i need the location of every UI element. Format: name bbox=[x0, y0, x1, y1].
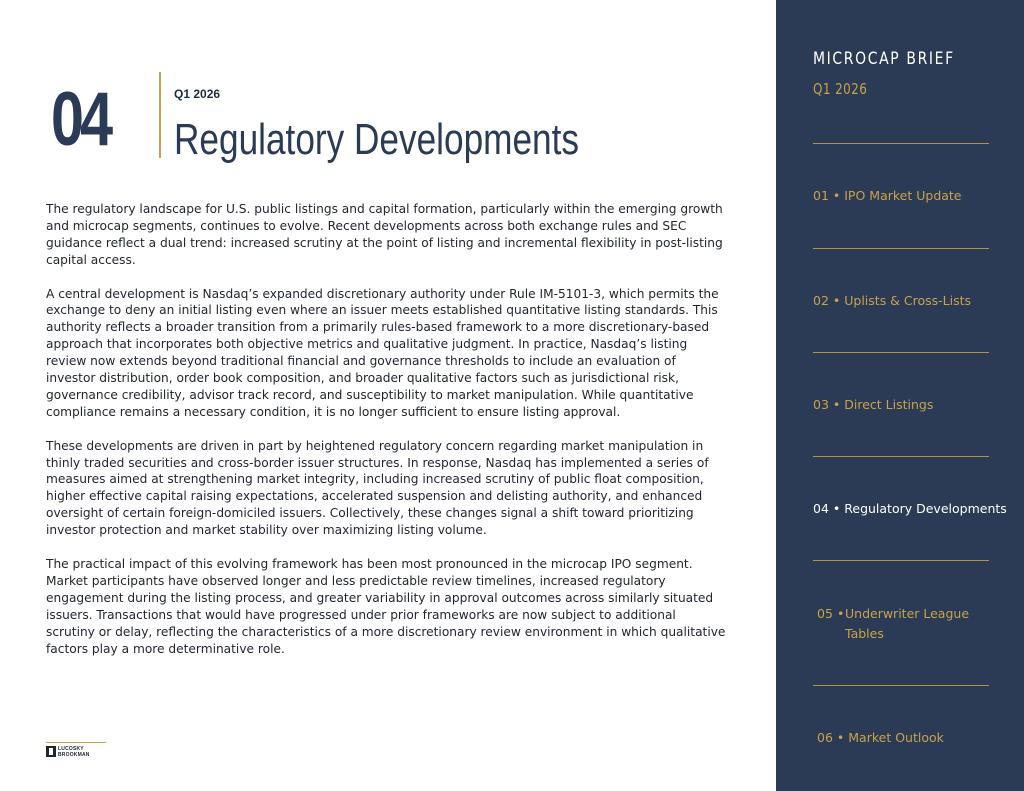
nav-number: 03 bbox=[813, 397, 829, 412]
divider bbox=[813, 456, 989, 457]
nav-number: 04 bbox=[813, 501, 829, 516]
section-number: 04 bbox=[51, 77, 110, 162]
nav-separator: • bbox=[836, 730, 845, 745]
nav-label: Underwriter League Tables bbox=[845, 606, 970, 641]
divider bbox=[813, 685, 989, 686]
logo-line-2: BROOKMAN bbox=[58, 752, 90, 758]
sidebar bbox=[776, 0, 1024, 791]
nav-number: 02 bbox=[813, 293, 829, 308]
quarter-label: Q1 2026 bbox=[174, 87, 221, 101]
paragraph-3: These developments are driven in part by heightened regulatory concern regarding market manipulation in thinly traded securities and cross-border issuer structures. In response, Nasdaq has implemented a series of measures aimed at strengthening market integrity, including increased scrutiny of public float composition, higher effective capital raising expectations, accelerated suspension and delisting authority, and enhanced oversight of certain foreign-domiciled issuers. Collectively, these changes signal a shift toward prioritizing investor protection and market stability over maximizing listing volume. bbox=[46, 438, 709, 538]
divider bbox=[813, 352, 989, 353]
company-logo bbox=[46, 742, 108, 760]
logo-mark-icon bbox=[46, 746, 56, 757]
nav-number: 05 bbox=[817, 606, 833, 621]
nav-item-regulatory-developments[interactable] bbox=[813, 499, 1013, 519]
divider bbox=[813, 248, 989, 249]
divider bbox=[813, 143, 989, 144]
divider bbox=[813, 560, 989, 561]
nav-item-uplists-cross-lists[interactable] bbox=[813, 291, 1013, 311]
nav-separator: • bbox=[832, 293, 841, 308]
nav-label: IPO Market Update bbox=[844, 188, 962, 203]
page-title: Regulatory Developments bbox=[174, 115, 580, 164]
nav-label: Regulatory Developments bbox=[844, 501, 1007, 516]
paragraph-1: The regulatory landscape for U.S. public listings and capital formation, particularly within the emerging growth and microcap segments, continues to evolve. Recent developments across both exchange rules and SEC guidance reflect a dual trend: increased scrutiny at the point of listing and incremental flexibility in post-listing capital access. bbox=[46, 202, 723, 267]
nav-separator: • bbox=[832, 397, 841, 412]
brand-title: MICROCAP BRIEF bbox=[813, 49, 955, 69]
nav-item-underwriter-league-tables[interactable] bbox=[817, 604, 1017, 644]
nav-separator: • bbox=[832, 501, 841, 516]
nav-separator: • bbox=[837, 606, 845, 621]
paragraph-4: The practical impact of this evolving framework has been most pronounced in the microcap IPO segment. Market participants have observed longer and less predictable review timelines, increased regulatory engagement during the listing process, and greater variability in approval outcomes across similarly situated issuers. Transactions that would have progressed under prior frameworks are now subject to additional scrutiny or delay, reflecting the characteristics of a more discretionary review environment in which qualitative factors play a more determinative role. bbox=[46, 556, 726, 656]
nav-label: Market Outlook bbox=[848, 730, 944, 745]
article-body bbox=[46, 201, 726, 674]
nav-item-direct-listings[interactable] bbox=[813, 395, 1013, 415]
nav-item-market-outlook[interactable] bbox=[817, 728, 1017, 748]
nav-item-ipo-market-update[interactable] bbox=[813, 186, 1013, 206]
nav-number: 06 bbox=[817, 730, 833, 745]
title-accent-bar bbox=[159, 72, 161, 158]
nav-number: 01 bbox=[813, 188, 829, 203]
paragraph-2: A central development is Nasdaq’s expanded discretionary authority under Rule IM-5101-3, which permits the exchange to deny an initial listing even where an issuer meets established quantitative listing standards. This authority reflects a broader transition from a primarily rules-based framework to a more discretionary-based approach that incorporates both objective metrics and qualitative judgment. In practice, Nasdaq’s listing review now extends beyond traditional financial and governance thresholds to include an evaluation of investor distribution, order book composition, and broader qualitative factors such as jurisdictional risk, governance credibility, advisor track record, and susceptibility to market manipulation. While quantitative compliance remains a necessary condition, it is no longer sufficient to ensure listing approval. bbox=[46, 286, 719, 419]
nav-separator: • bbox=[832, 188, 841, 203]
brand-subtitle: Q1 2026 bbox=[813, 80, 868, 98]
nav-label: Uplists & Cross-Lists bbox=[844, 293, 972, 308]
logo-line-1: LUCOSKY bbox=[58, 746, 84, 752]
logo-rule bbox=[46, 742, 106, 743]
nav-label: Direct Listings bbox=[844, 397, 934, 412]
